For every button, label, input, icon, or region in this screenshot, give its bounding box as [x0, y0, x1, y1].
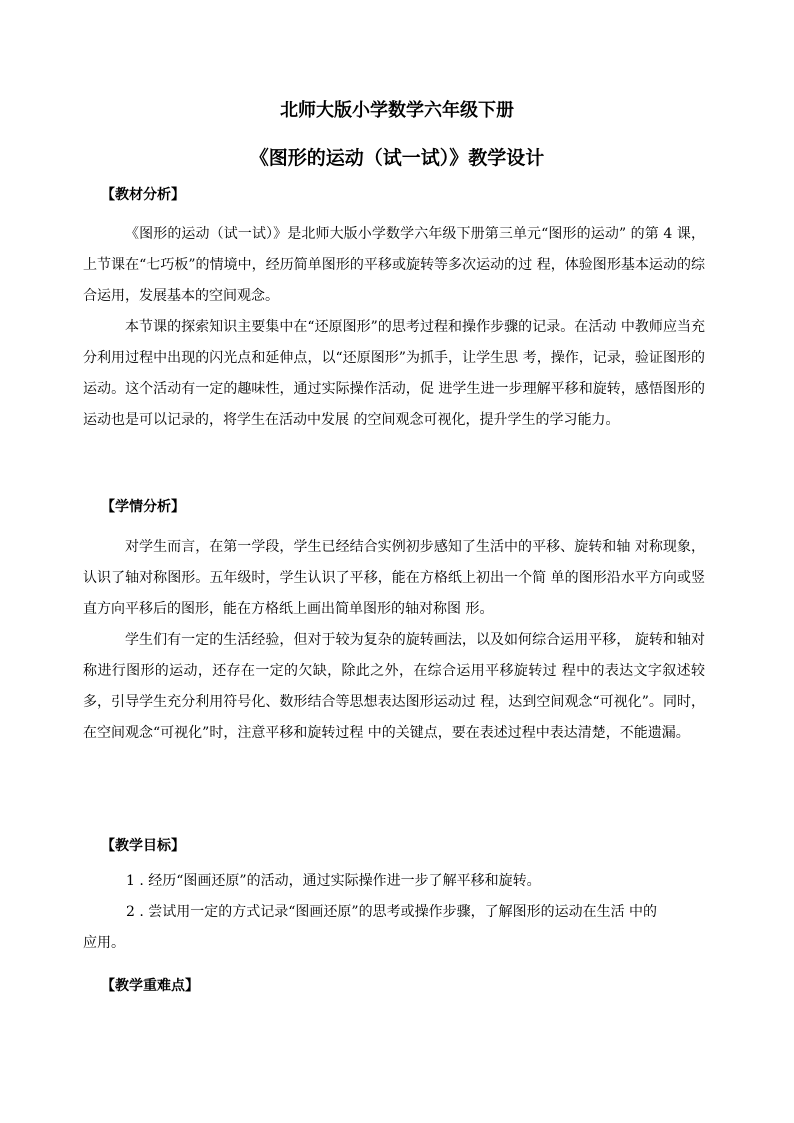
document-title-line1: 北师大版小学数学六年级下册	[280, 100, 514, 121]
section-heading-textbook-analysis: 【教材分析】	[101, 187, 185, 203]
paragraph-student-analysis-2: 学生们有一定的生活经验，但对于较为复杂的旋转画法，以及如何综合运用平移， 旋转和轴对称进行图形的运动，还存在一定的欠缺，除此之外，在综合运用平移旋转过 程中的表达文字叙述较多，引导学生充分利用符号化、数形结合等思想表达图形运动过 程，达到空间观念“可视化”。同时，在空间观念“可视化”时，注意平移和旋转过程 中的关键点，要在表述过程中表达清楚，不能遗漏。	[83, 632, 705, 741]
paragraph-textbook-analysis-2: 本节课的探索知识主要集中在“还原图形”的思考过程和操作步骤的记录。在活动 中教师应当充分利用过程中出现的闪光点和延伸点，以“还原图形”为抓手，让学生思 考，操作，记录，验证图形的运动。这个活动有一定的趣味性，通过实际操作活动，促 进学生进一步理解平移和旋转，感悟图形的运动也是可以记录的，将学生在活动中发展 的空间观念可视化，提升学生的学习能力。	[83, 319, 705, 428]
goal-item-2: 2 . 尝试用一定的方式记录“图画还原”的思考或操作步骤，了解图形的运动在生活 中的	[126, 904, 658, 920]
goal-item-2-continued: 应用。	[83, 935, 125, 951]
section-heading-student-analysis: 【学情分析】	[101, 499, 185, 515]
section-heading-teaching-goals: 【教学目标】	[101, 838, 185, 854]
paragraph-textbook-analysis-1: 《图形的运动（试一试）》是北师大版小学数学六年级下册第三单元“图形的运动” 的第 4 课，上节课在“七巧板”的情境中，经历简单图形的平移或旋转等多次运动的过 程，体验图形基本运动的综合运用，发展基本的空间观念。	[83, 226, 705, 304]
goal-item-1: 1 . 经历“图画还原”的活动，通过实际操作进一步了解平移和旋转。	[126, 873, 541, 889]
paragraph-student-analysis-1: 对学生而言，在第一学段，学生已经结合实例初步感知了生活中的平移、旋转和轴 对称现象，认识了轴对称图形。五年级时，学生认识了平移，能在方格纸上初出一个简 单的图形沿水平方向或竖直方向平移后的图形，能在方格纸上画出简单图形的轴对称图 形。	[83, 539, 705, 617]
document-title-line2: 《图形的运动（试一试）》教学设计	[249, 147, 545, 169]
section-heading-key-points: 【教学重难点】	[101, 978, 199, 994]
